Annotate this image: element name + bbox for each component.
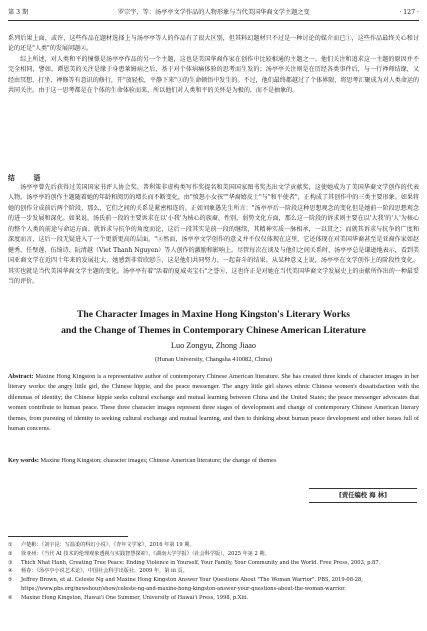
footnote-number: ① [8,542,13,548]
footnote-item [8,541,419,550]
keywords-text: Maxine Hong Kingston; character images; Chinese American literature; the change of themes [40,457,277,464]
english-keywords [8,456,419,466]
abstract-label: Abstract: [8,373,34,380]
page-number: · 127 · [399,9,419,16]
footnote-text: Maxine Hong Kingston, Hawai'i One Summer, University of Hawai'i Press, 1998, p.Xiii. [21,594,249,601]
conclusion-body [8,183,419,288]
footnote-text: 杨春：《汤亭亭小说艺术论》，中国社会科学出版社，2009 年，第 iii 页。 [21,568,188,575]
footnote-text: Thich Nhat Hanh, Creating True Peace: Ending Violence in Yourself, Your Family, Your Community and the World. Free Press, 2003, p.87. [21,559,381,566]
footnote-item [8,594,419,603]
english-title-line: and the Change of Themes in Contemporary Chinese American Literature [61,325,366,336]
intro-body [8,34,419,97]
editor-note: [责任编校 海 林] [309,488,417,503]
body-paragraph: 汤亭亭曾先后获得过美国国家书评人协会奖、普利策非虚构类写作奖提名和美国国家图书奖杰出文学贡献奖，这使她成为了美国华裔文学创作的代表人物。汤亭亭的创作主题随着她的年龄和阅历的增长而不断变化，由"愤怒小女孩""华裔嬉皮士"与"和平使者"，正构成了其创作中的三类主要形象。如果将她的创作分成前后两个阶段，那么，它们之间的关系是紧密相连的。正如刘象愚先生所言："汤亭亭后一阶段这种思想观念的变化但是她前一阶段思想观念的进一步发展和深化。如果说，汤氏前一段的主要诉求在以'小我'为核心的族裔、性别、弱势文化方面，那么这一阶段的诉求则主要在以'大我'的'人'为核心的整个人类的前途与命运方面。就诉求与抗争的角度而论，这后一段其实是前一段的继续，其精神实质一脉相承，一以贯之；而就其诉求与抗争的广度和深度而言，这后一段无疑进入了一个更新更高的层面。"④然而，汤亭亭文学创作的意义并不仅仅体现在这里，它还体现在对美国华裔甚至是亚裔作家如赵健秀、任璧莲、伍绮诗、阮清越（Viet Thanh Nguyen）等人创作的激励和影响上。尽管每次在谈及与他们之间关系时，汤亭亭总是谦逊地表示，看到美国亚裔文学在近四十年来的发展壮大，她感到非常欣慰⑤，这是他们共同努力、一起奋斗的结果。从某种意义上说，汤亭亭在文学创作上的阶段性变化，其实也就是当代美国华裔文学主题的变化。汤亭亭有着"活着的夏威夷宝石"之誉⑥，这也许正是对她在当代美国华裔文学发展史上的贡献所作出的一种最妥当的评价。 [8,184,419,286]
english-authors: Luo Zongyu, Zhong Jiaao [170,341,257,350]
footnote-divider [8,536,128,537]
footnote-text: 徐亚州：《当代 AI 技术的伦理观象透视与实践智慧探索》，《湖南大学学报》（社会科学版），2025 年第 2 期。 [21,550,270,557]
footnote-item [8,559,419,568]
footnotes [8,541,419,603]
english-abstract [8,372,419,434]
abstract-text: Maxine Hong Kingston is a representative author of contemporary Chinese American literature. She has created three kinds of character images in her literary works: the angry little girl, the Chinese hippie, and the peace messenger. The angry little girl shows ethnic Chinese women's dissatisfaction with the dilemmas of identity; the Chinese hippie seeks cultural exchange and mutual learning between China and the United States; the peace messenger advocates that women contribute to human peace. These three character images represent three stages of development and change of contemporary Chinese American literary themes, from pursuing of identity to seeking cultural exchange and mutual learning, and then to thinking about human peace development and other issues full of human concerns. [8,373,419,433]
english-title-line: The Character Images in Maxine Hong Kingston's Literary Works [76,309,351,320]
running-head [8,7,419,21]
footnote-number: ③ [8,559,13,566]
footnote-number: ④ [8,568,13,575]
body-paragraph: 综上所述，对人类和平的憧憬是汤亭亭作品的另一个主题，这也是美国华裔作家在创作中比较相通的主题之一。他们关注和追求这一主题的原因并不完全相同，譬如，谭恩美的关注是缘于身患莱姆病之后，基于对个体病痛体验的思考而生发的；汤亭亭关注则是在历经各类事件后，与一行禅师结缘，又经由冥想、打坐、禅修等有意识的修行，开"放轻松，平静下来"③的生命顿悟中发生的。不过，他们最终都越过了个体界限，将思考汇聚成为对人类命运的共同关注。由于这一思考都是在个体的生命体验而来，所以他们对人类和平的关怀是为极的，而不是抽象的。 [8,55,419,95]
keywords-label: Key words: [8,457,39,464]
body-paragraph: 系列后果上面，或许，这些作品在题材选择上与汤亭亭等人的作品有了很大区别，但其料幻题材只不过是一种讨论的媒介而已①，这些作品最终关心和讨论的还是"人类"的发展问题②。 [8,35,419,53]
running-title: 罗宗宇，等：汤亭亭文学作品的人物形象与当代美国华裔文学主题之变 [117,9,310,16]
footnote-number: ⑤ [8,577,13,584]
english-title [0,307,427,339]
footnote-text: 卢楚彬：《刘宇昆：写温柔的科幻小说》，《青年文学家》，2016 年第 19 期。 [21,542,195,548]
footnote-number: ⑥ [8,594,13,601]
footnote-item [8,567,419,576]
footnote-item [8,576,419,594]
english-affiliation: (Hunan University, Changsha 410082, China) [154,356,273,363]
footnote-item [8,550,419,559]
footnote-number: ② [8,550,13,557]
section-heading-conclusion: 结 语 [8,174,49,182]
issue-number: 第 3 期 [8,9,29,16]
footnote-text: Jeffrey Brown, et al. Celeste Ng and Maxine Hong Kingston Answer Your Questions About "The Woman Warrior". PBS, 2019-08-28, https://www.pbs.org/newshour/show/celeste-ng-and-maxine-hong-kingston-answer-your-questions-about-the-woman-warrior. [21,577,363,592]
